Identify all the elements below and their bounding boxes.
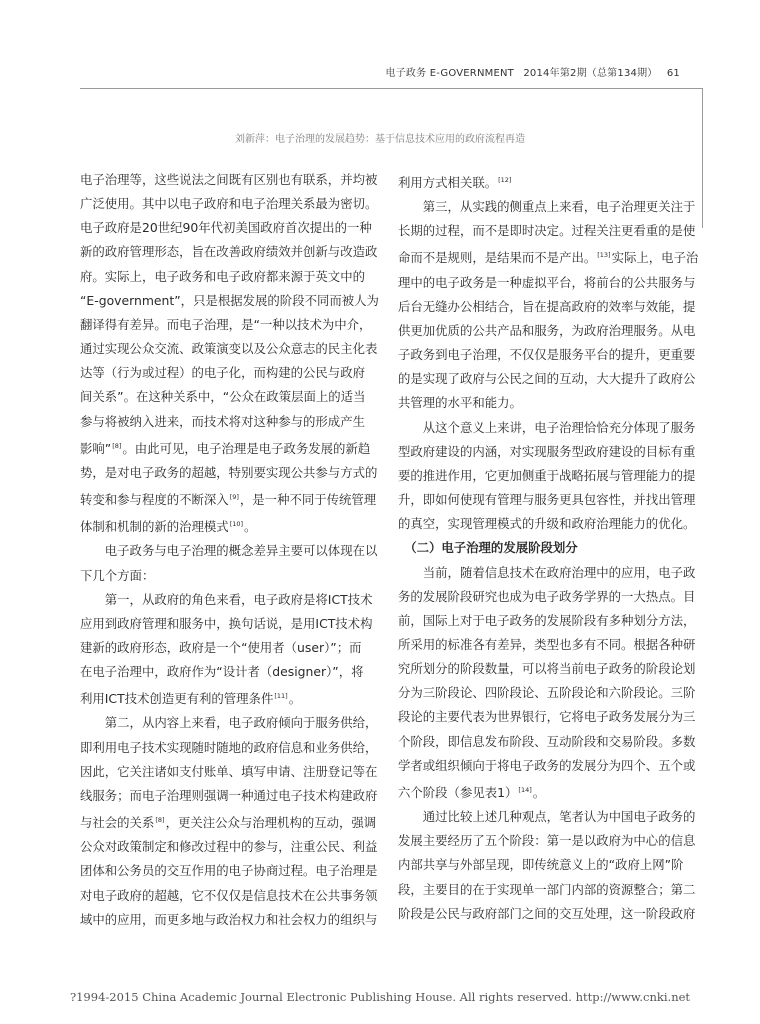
line-text: 段论的主要代表为世界银行，它将电子政务发展分为三 (398, 709, 696, 725)
line-text: 团体和公务员的交互作用的电子协商过程。电子治理是 (80, 863, 378, 879)
issue-info: 2014年第2期（总第134期） (523, 68, 658, 79)
line-text: 学者或组织倾向于将电子政务的发展分为四个、五个或 (398, 757, 696, 773)
page-number: 61 (666, 68, 680, 79)
line-text: 影响” (80, 440, 112, 456)
line-text: 个阶段，即信息发布阶段、互动阶段和交易阶段。多数 (398, 733, 696, 749)
text-line (80, 337, 380, 361)
line-text: 公众对政策制定和修改过程中的参与，注重公民、利益 (80, 839, 378, 855)
line-text: 建新的政府形态，政府是一个“使用者（user）”；而 (80, 639, 362, 655)
line-text: 究所划分的阶段数量，可以将当前电子政务的阶段论划 (398, 661, 696, 677)
line-text: 分为三阶段论、四阶段论、五阶段论和六阶段论。三阶 (398, 685, 696, 701)
text-line (398, 705, 700, 729)
text-line (398, 778, 700, 805)
line-text: 长期的过程，而不是即时决定。过程关注更看重的是使 (398, 223, 696, 239)
citation-ref: [10] (229, 520, 244, 529)
text-line (80, 485, 380, 512)
line-text: 利用ICT技术创造更有利的管理条件 (80, 691, 274, 707)
line-text: 间关系”。在这种关系中，“公众在政策层面上的适当 (80, 389, 366, 405)
right-column (398, 168, 700, 926)
text-line (80, 313, 380, 337)
line-text-continued: 实际上，电子治 (611, 250, 699, 266)
page-header (0, 64, 680, 79)
line-text: 六个阶段（参见表1） (398, 784, 518, 800)
line-text-continued: 。 (288, 691, 302, 707)
text-line (80, 736, 380, 760)
text-line (80, 711, 380, 735)
text-line (398, 391, 700, 415)
line-text: 发展主要经历了五个阶段：第一是以政府为中心的信息 (398, 833, 696, 849)
text-line (80, 760, 380, 784)
text-line (398, 633, 700, 657)
citation-ref: [8] (155, 816, 165, 825)
text-line (398, 464, 700, 488)
line-text: 的是实现了政府与公民之间的互动，大大提升了政府公 (398, 371, 696, 387)
line-text: “E-government”，只是根据发展的阶段不同而被人为 (80, 292, 379, 308)
citation-ref: [9] (229, 493, 239, 502)
text-line (80, 784, 380, 808)
text-line (398, 488, 700, 512)
text-line (398, 609, 700, 633)
line-text: 广泛使用。其中以电子政府和电子治理关系最为密切。 (80, 196, 378, 212)
line-text: 前，国际上对于电子政务的发展阶段有多种划分方法， (398, 612, 696, 628)
running-title: 刘新萍：电子治理的发展趋势：基于信息技术应用的政府流程再造 (235, 134, 525, 145)
line-text: 电子政务与电子治理的概念差异主要可以体现在以 (80, 543, 378, 559)
line-text-continued: 。 (244, 519, 257, 535)
line-text: 阶段是公民与政府部门之间的交互处理，这一阶段政府 (398, 905, 696, 921)
text-line (398, 681, 700, 705)
line-text: 务的发展阶段研究也成为电子政务学界的一大热点。目 (398, 588, 696, 604)
text-line (80, 434, 380, 461)
text-line (80, 808, 380, 835)
text-line (398, 902, 700, 926)
citation-ref: [14] (518, 785, 532, 794)
text-line (398, 319, 700, 343)
line-text: 势，是对电子政务的超越，特别要实现公共参与方式的 (80, 464, 378, 480)
line-text: 后台无缝办公相结合，旨在提高政府的效率与效能，提 (398, 298, 696, 314)
text-line (80, 461, 380, 485)
text-line (80, 908, 380, 932)
citation-ref: [8] (112, 441, 122, 450)
line-text: 型政府建设的内涵，对实现服务型政府建设的目标有重 (398, 443, 696, 459)
text-line (398, 271, 700, 295)
line-text: 第一，从政府的角色来看，电子政府是将ICT技术 (80, 591, 373, 607)
copyright-footer: ?1994-2015 China Academic Journal Electronic Publishing House. All rights reserved. http://www.cnki.net (69, 990, 691, 1004)
text-line (398, 367, 700, 391)
line-text: 利用方式相关联。 (398, 175, 498, 190)
line-text: 即利用电子技术实现随时随地的政府信息和业务供给， (80, 739, 378, 755)
line-text: 从这个意义上来讲，电子治理恰恰充分体现了服务 (398, 419, 696, 435)
text-line (80, 385, 380, 409)
line-text: 当前，随着信息技术在政府治理中的应用，电子政 (398, 564, 696, 580)
line-text: 与社会的关系 (80, 815, 155, 831)
text-line (80, 859, 380, 883)
text-line (80, 835, 380, 859)
text-line (398, 295, 700, 319)
line-text-continued: ，更关注公众与治理机构的互动，强调 (165, 815, 377, 831)
text-line (80, 539, 380, 563)
text-line (80, 240, 380, 264)
line-text-continued: ，是一种不同于传统管理 (239, 492, 377, 508)
text-line (398, 878, 700, 902)
line-text: 内部共享与外部呈现，即传统意义上的“政府上网”阶 (398, 857, 684, 873)
citation-ref: [11] (274, 692, 288, 701)
text-line (80, 168, 380, 192)
text-line (80, 512, 380, 539)
line-text: 的真空，实现管理模式的升级和政府治理能力的优化。 (398, 516, 696, 532)
citation-ref: [13] (597, 251, 611, 260)
line-text-continued: 。 (532, 784, 546, 800)
line-text: 因此，它关注诸如支付账单、填写申请、注册登记等在 (80, 763, 378, 779)
text-line (398, 219, 700, 243)
line-text: 应用到政府管理和服务中，换句话说，是用ICT技术构 (80, 615, 373, 631)
line-text: 电子治理等，这些说法之间既有区别也有联系，并均被 (80, 172, 378, 187)
line-text: 通过实现公众交流、政策演变以及公众意志的民主化表 (80, 341, 378, 357)
line-text: 理中的电子政务是一种虚拟平台，将前台的公共服务与 (398, 274, 696, 290)
text-line (398, 561, 700, 585)
text-line (80, 612, 380, 636)
text-line (80, 884, 380, 908)
line-text: 转变和参与程度的不断深入 (80, 492, 229, 508)
text-line (80, 588, 380, 612)
line-text: 达等（行为或过程）的电子化，而构建的公民与政府 (80, 365, 365, 381)
line-text: 下几个方面： (80, 567, 155, 583)
text-line (80, 636, 380, 660)
header-rule (80, 88, 702, 89)
text-line (398, 440, 700, 464)
text-line (80, 216, 380, 240)
line-text: 通过比较上述几种观点，笔者认为中国电子政务的 (398, 809, 696, 825)
text-line (398, 512, 700, 536)
text-line (80, 410, 380, 434)
line-text: 要的推进作用，它更加侧重于战略拓展与管理能力的提 (398, 467, 696, 483)
line-text: 域中的应用，而更多地与政治权力和社会权力的组织与 (80, 911, 378, 927)
section-heading (398, 536, 700, 560)
line-text: 段，主要目的在于实现单一部门内部的资源整合；第二 (398, 881, 696, 897)
text-line (398, 168, 700, 195)
line-text: 府。实际上，电子政务和电子政府都来源于英文中的 (80, 268, 365, 284)
line-text: 在电子治理中，政府作为“设计者（designer）”，将 (80, 664, 364, 680)
text-line (398, 730, 700, 754)
text-line (398, 805, 700, 829)
line-text-continued: 。由此可见，电子治理是电子政务发展的新趋 (122, 440, 371, 456)
text-line (398, 657, 700, 681)
line-text: 参与将被纳入进来，而技术将对这种参与的形成产生 (80, 413, 365, 429)
line-text: 电子政府是20世纪90年代初美国政府首次提出的一种 (80, 220, 372, 236)
text-line (80, 361, 380, 385)
text-line (398, 754, 700, 778)
line-text: 供更加优质的公共产品和服务，为政府治理服务。从电 (398, 322, 696, 338)
line-text: 第三，从实践的侧重点上来看，电子治理更关注于 (398, 199, 696, 215)
line-text: 升，即如何使现有管理与服务更具包容性，并找出管理 (398, 492, 696, 508)
line-text: 命而不是规则，是结果而不是产出。 (398, 250, 597, 266)
text-line (80, 684, 380, 711)
text-line (398, 853, 700, 877)
line-text: 子政务到电子治理，不仅仅是服务平台的提升，更重要 (398, 347, 696, 363)
line-text: 体制和机制的新的治理模式 (80, 519, 229, 535)
line-text: 翻译得有差异。而电子治理，是“一种以技术为中介， (80, 316, 372, 332)
left-column (80, 168, 380, 932)
text-line (80, 192, 380, 216)
text-line (398, 195, 700, 219)
text-line (398, 243, 700, 270)
line-text: 所采用的标准各有差异，类型也多有不同。根据各种研 (398, 636, 696, 652)
text-line (80, 660, 380, 684)
text-line (80, 265, 380, 289)
line-text: （二）电子治理的发展阶段划分 (398, 540, 578, 556)
text-line (398, 416, 700, 440)
text-line (398, 585, 700, 609)
line-text: 新的政府管理形态，旨在改善政府绩效并创新与改造政 (80, 244, 378, 260)
line-text: 线服务；而电子治理则强调一种通过电子技术构建政府 (80, 787, 378, 803)
citation-ref: [12] (498, 176, 512, 184)
text-line (398, 829, 700, 853)
journal-name: 电子政务 E-GOVERNMENT (385, 68, 514, 79)
vertical-rule (702, 88, 703, 228)
line-text: 共管理的水平和能力。 (398, 395, 522, 411)
line-text: 对电子政府的超越，它不仅仅是信息技术在公共事务领 (80, 887, 378, 903)
line-text: 第二，从内容上来看，电子政府倾向于服务供给， (80, 715, 378, 731)
text-line (398, 343, 700, 367)
text-line (80, 564, 380, 588)
text-line (80, 289, 380, 313)
